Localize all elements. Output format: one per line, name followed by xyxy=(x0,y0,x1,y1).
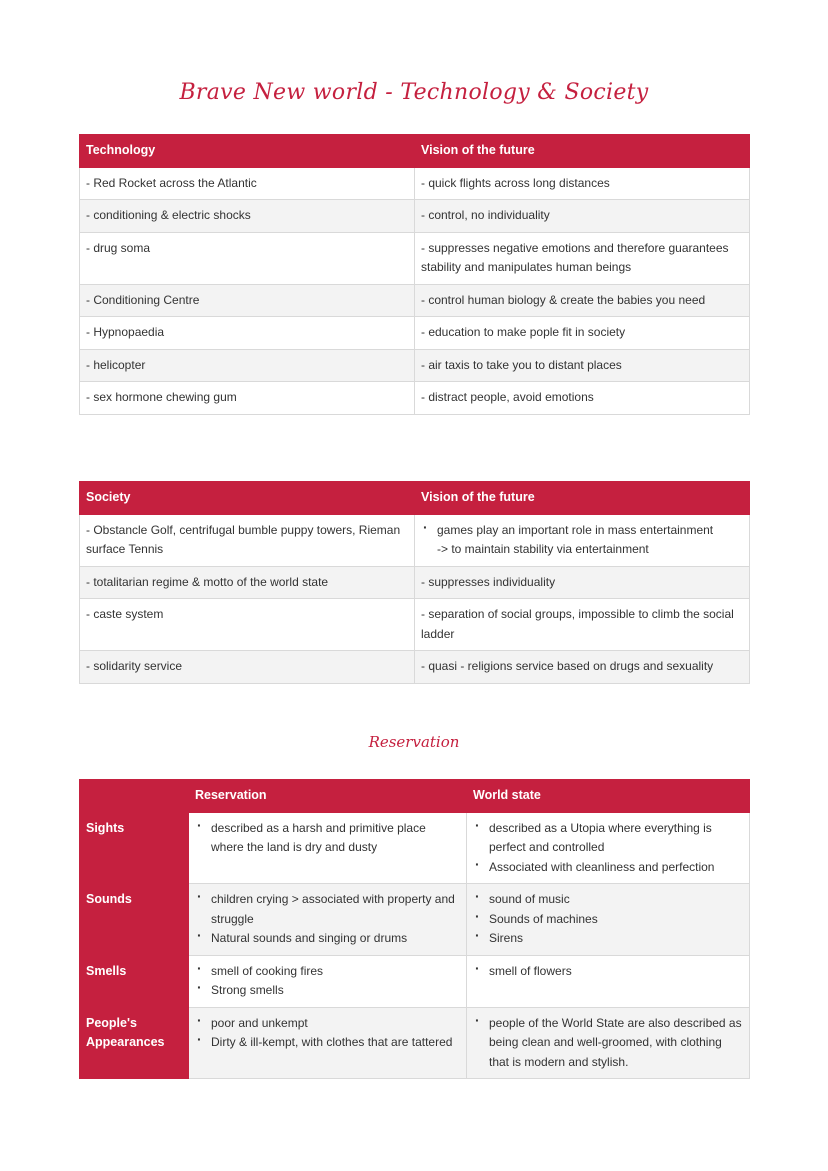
corner-header xyxy=(80,780,189,813)
list-item: · smell of cooking fires xyxy=(195,962,460,982)
list-item: · smell of flowers xyxy=(473,962,743,982)
list-item: · described as a Utopia where everything is perfect and controlled xyxy=(473,819,743,858)
list-item: · children crying > associated with property and struggle xyxy=(195,890,460,929)
table-cell xyxy=(189,955,467,1007)
table-row-smells xyxy=(80,955,750,1007)
row-header-sights: Sights xyxy=(80,812,189,884)
table-row xyxy=(80,566,750,599)
table-row-sounds xyxy=(80,884,750,956)
table-cell: - solidarity service xyxy=(80,651,415,684)
column-header-society: Society xyxy=(80,482,415,515)
table-header-row xyxy=(80,135,750,168)
table-row xyxy=(80,317,750,350)
table-row xyxy=(80,284,750,317)
list-item: · described as a harsh and primitive place where the land is dry and dusty xyxy=(195,819,460,858)
bullet-list xyxy=(195,1014,460,1053)
column-header-technology: Technology xyxy=(80,135,415,168)
table-row-sights xyxy=(80,812,750,884)
table-cell: - separation of social groups, impossible to climb the social ladder xyxy=(415,599,750,651)
table-cell: - quasi - religions service based on drugs and sexuality xyxy=(415,651,750,684)
list-item: · sound of music xyxy=(473,890,743,910)
bullet-list xyxy=(473,1014,743,1073)
row-header-appearances: People's Appearances xyxy=(80,1007,189,1079)
table-cell: - totalitarian regime & motto of the world state xyxy=(80,566,415,599)
table-cell: - education to make pople fit in society xyxy=(415,317,750,350)
table-row xyxy=(80,599,750,651)
column-header-reservation: Reservation xyxy=(189,780,467,813)
table-cell: - caste system xyxy=(80,599,415,651)
table-cell: - Hypnopaedia xyxy=(80,317,415,350)
table-cell: - quick flights across long distances xyxy=(415,167,750,200)
table-cell: - Obstancle Golf, centrifugal bumble puppy towers, Rieman surface Tennis xyxy=(80,514,415,566)
list-item: · Associated with cleanliness and perfection xyxy=(473,858,743,878)
column-header-world-state: World state xyxy=(467,780,750,813)
bullet-list xyxy=(195,819,460,858)
bullet-list xyxy=(473,819,743,878)
page-title: Brave New world - Technology & Society xyxy=(179,80,649,105)
table-cell: - Conditioning Centre xyxy=(80,284,415,317)
list-item: · Sirens xyxy=(473,929,743,949)
table-cell: - sex hormone chewing gum xyxy=(80,382,415,415)
reservation-comparison-table xyxy=(79,779,750,1079)
table-header-row xyxy=(80,482,750,515)
society-table xyxy=(79,481,750,684)
table-cell: - helicopter xyxy=(80,349,415,382)
table-row xyxy=(80,514,750,566)
table-cell xyxy=(467,812,750,884)
table-row xyxy=(80,382,750,415)
table-cell: - drug soma xyxy=(80,232,415,284)
table-cell xyxy=(467,955,750,1007)
table-cell xyxy=(415,514,750,566)
table-cell xyxy=(467,884,750,956)
table-cell xyxy=(467,1007,750,1079)
column-header-vision: Vision of the future xyxy=(415,135,750,168)
table-cell: - Red Rocket across the Atlantic xyxy=(80,167,415,200)
row-header-smells: Smells xyxy=(80,955,189,1007)
table-cell: - control, no individuality xyxy=(415,200,750,233)
list-item: · Strong smells xyxy=(195,981,460,1001)
list-item: · Natural sounds and singing or drums xyxy=(195,929,460,949)
table-row-appearances xyxy=(80,1007,750,1079)
list-item: · Dirty & ill-kempt, with clothes that are tattered xyxy=(195,1033,460,1053)
table-row xyxy=(80,232,750,284)
table-cell: - air taxis to take you to distant places xyxy=(415,349,750,382)
table-row xyxy=(80,349,750,382)
table-cell: - distract people, avoid emotions xyxy=(415,382,750,415)
table-cell: - suppresses individuality xyxy=(415,566,750,599)
technology-table xyxy=(79,134,750,415)
bullet-list xyxy=(195,890,460,949)
table-header-row xyxy=(80,780,750,813)
list-item: · poor and unkempt xyxy=(195,1014,460,1034)
table-cell: - control human biology & create the babies you need xyxy=(415,284,750,317)
table-row xyxy=(80,200,750,233)
table-cell xyxy=(189,1007,467,1079)
continuation-line: -> to maintain stability via entertainment xyxy=(437,542,649,556)
column-header-vision: Vision of the future xyxy=(415,482,750,515)
reservation-section-title: Reservation xyxy=(368,733,460,751)
bullet-line: · games play an important role in mass entertainment xyxy=(421,521,743,541)
bullet-list xyxy=(473,890,743,949)
table-row xyxy=(80,651,750,684)
row-header-sounds: Sounds xyxy=(80,884,189,956)
list-item: · people of the World State are also described as being clean and well-groomed, with clothing that is modern and stylish. xyxy=(473,1014,743,1073)
table-cell: - suppresses negative emotions and therefore guarantees stability and manipulates human beings xyxy=(415,232,750,284)
list-item: · Sounds of machines xyxy=(473,910,743,930)
table-cell xyxy=(189,884,467,956)
table-cell: - conditioning & electric shocks xyxy=(80,200,415,233)
table-cell xyxy=(189,812,467,884)
table-row xyxy=(80,167,750,200)
bullet-list xyxy=(195,962,460,1001)
bullet-list xyxy=(473,962,743,982)
